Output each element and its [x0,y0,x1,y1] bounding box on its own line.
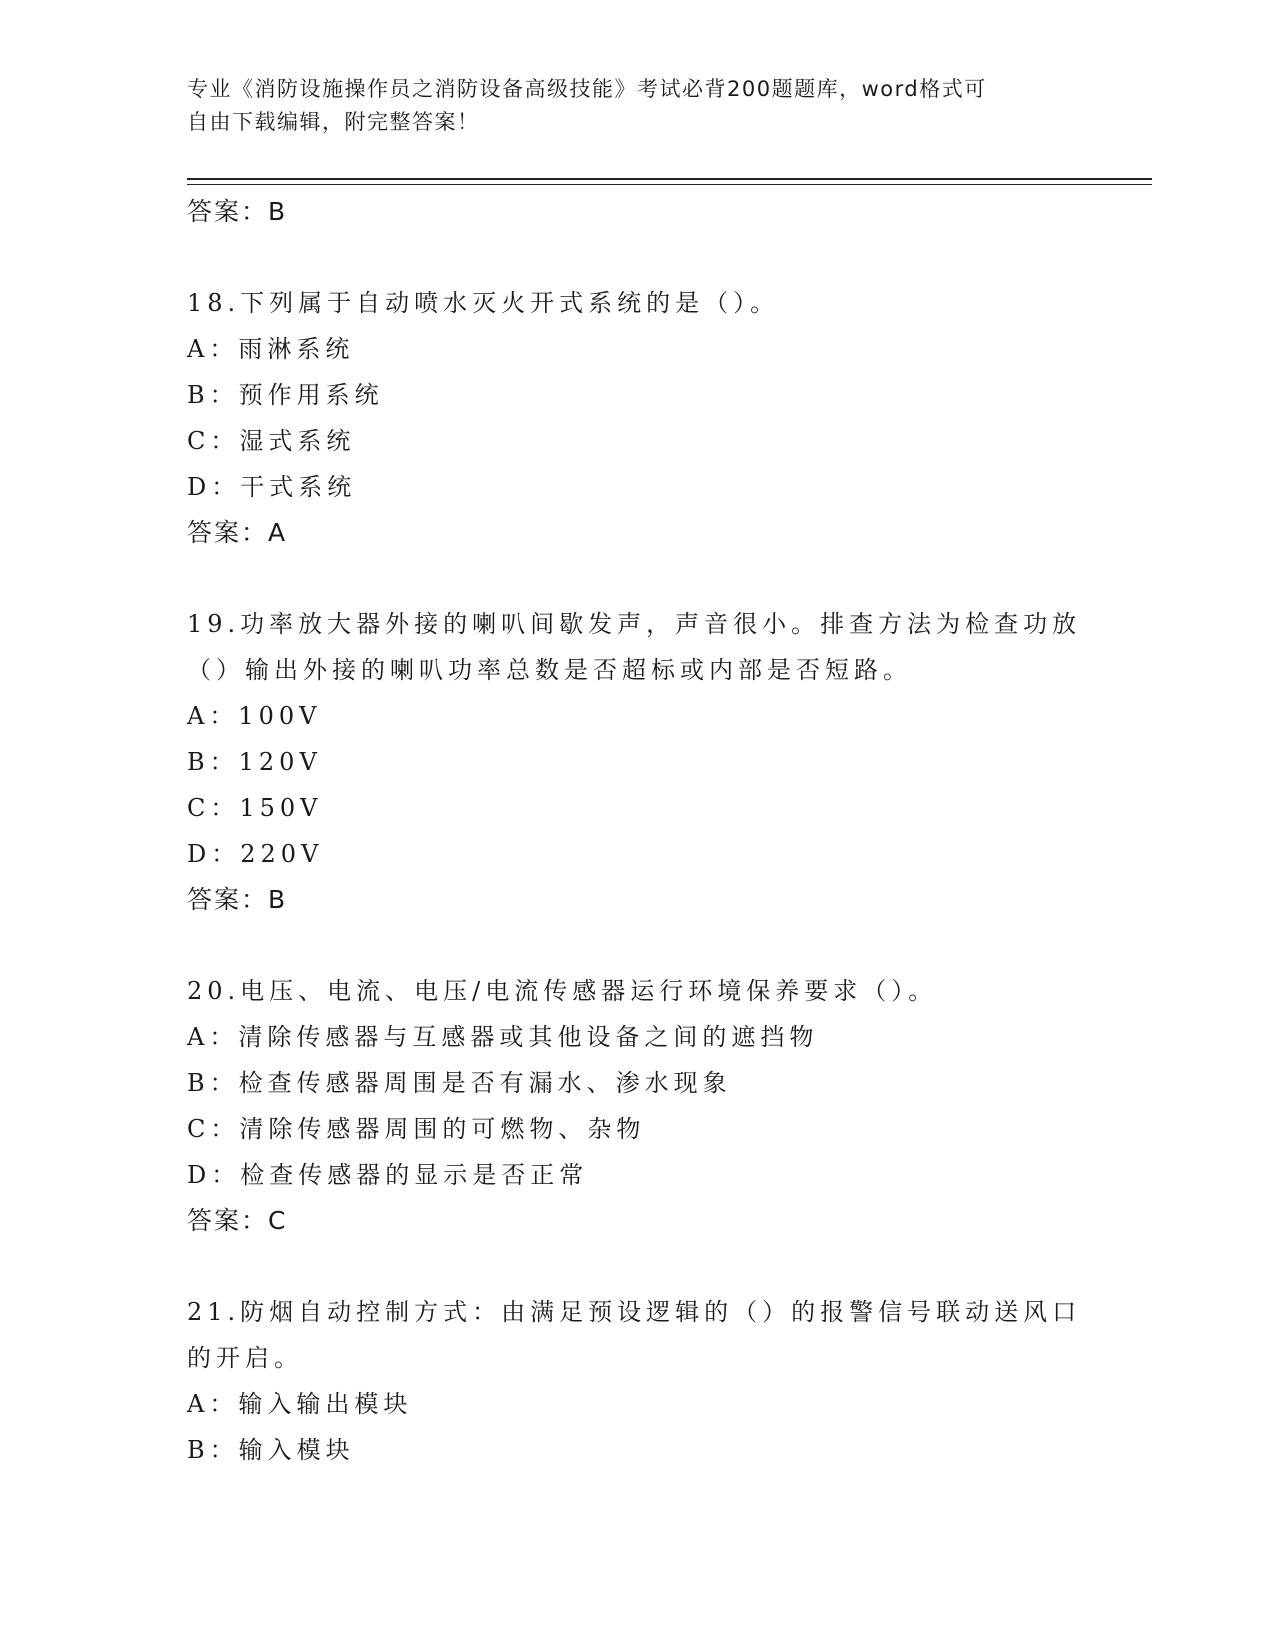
option-a: A：输入输出模块 [187,1390,413,1418]
spacer [187,1244,1087,1289]
option-b: B：检查传感器周围是否有漏水、渗水现象 [187,1069,732,1097]
question-stem: 21.防烟自动控制方式：由满足预设逻辑的（）的报警信号联动送风口 [187,1298,1082,1326]
question-block-21 [187,1289,1087,1473]
header-line-1: 专业《消防设施操作员之消防设备高级技能》考试必背200题题库，word格式可 [187,77,987,101]
answer-line: 答案：A [187,518,288,547]
question-stem: 18.下列属于自动喷水灭火开式系统的是（）。 [187,289,780,317]
spacer [187,556,1087,601]
question-stem: 19.功率放大器外接的喇叭间歇发声，声音很小。排查方法为检查功放 [187,610,1082,638]
header-divider-thin [187,184,1152,185]
answer-line: 答案：C [187,1206,288,1235]
question-block-18 [187,280,1087,556]
option-c: C：清除传感器周围的可燃物、杂物 [187,1115,646,1143]
question-block-19 [187,601,1087,923]
option-d: D：检查传感器的显示是否正常 [187,1161,589,1189]
spacer [187,235,1087,280]
answer-line: 答案：B [187,197,288,226]
header-divider-thick [187,178,1152,180]
option-b: B：输入模块 [187,1436,355,1464]
option-a: A：清除传感器与互感器或其他设备之间的遮挡物 [187,1023,819,1051]
option-d: D：220V [187,840,324,868]
question-stem-continued: （）输出外接的喇叭功率总数是否超标或内部是否短路。 [187,656,912,684]
question-stem-continued: 的开启。 [187,1344,303,1372]
answer-line: 答案：B [187,885,288,914]
option-b: B：120V [187,748,322,776]
header-line-2: 自由下载编辑，附完整答案！ [187,110,480,134]
option-a: A：雨淋系统 [187,335,355,363]
document-body [187,189,1087,1473]
spacer [187,923,1087,968]
option-a: A：100V [187,702,322,730]
option-c: C：150V [187,794,323,822]
option-d: D：干式系统 [187,473,357,501]
document-header [187,73,1067,139]
option-b: B：预作用系统 [187,381,384,409]
question-block-20 [187,968,1087,1244]
question-stem: 20.电压、电流、电压/电流传感器运行环境保养要求（）。 [187,977,938,1005]
option-c: C：湿式系统 [187,427,356,455]
